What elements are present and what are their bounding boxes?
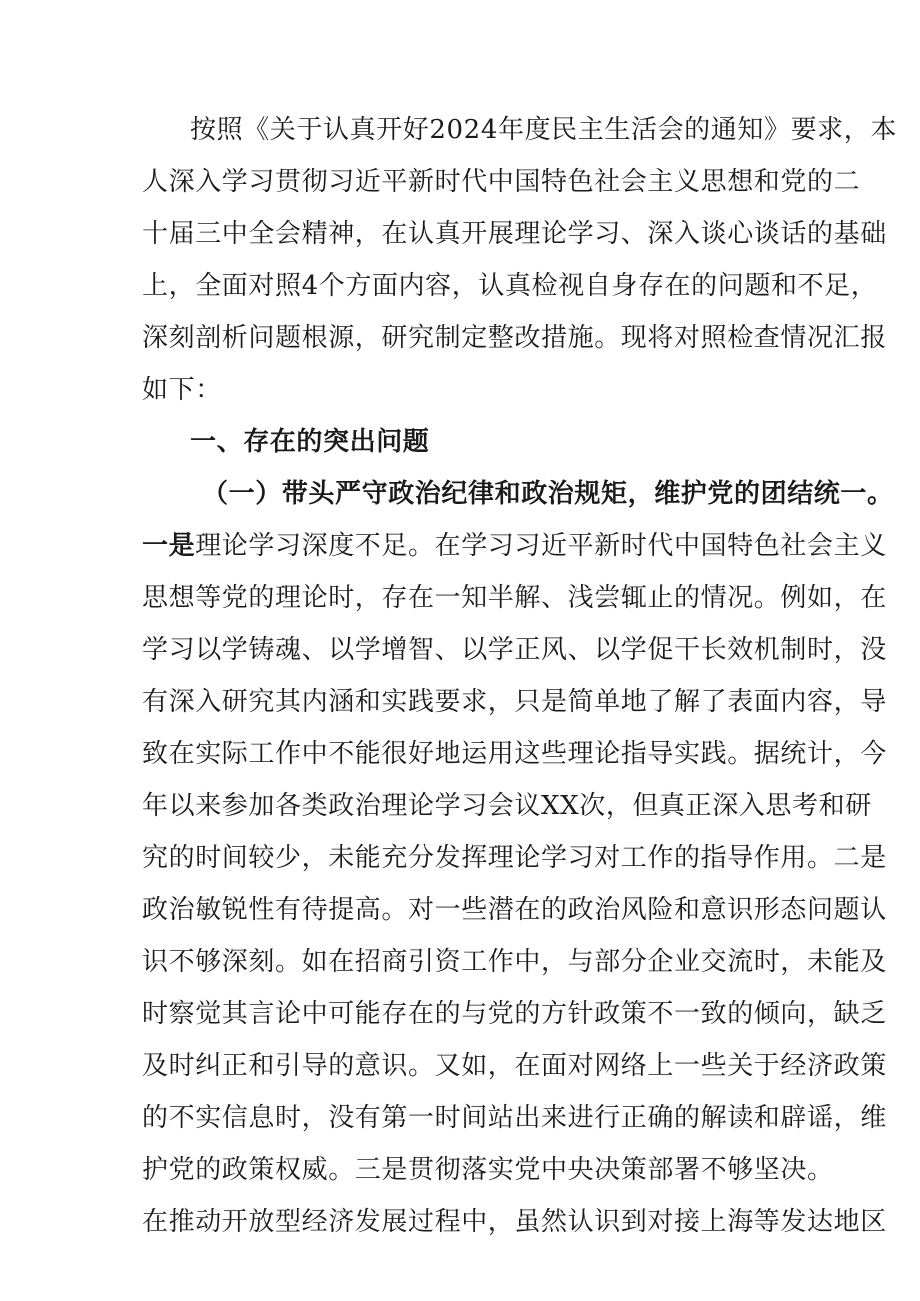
- intro-line-3: 十届三中全会精神，在认真开展理论学习、深入谈心谈话的基础: [142, 219, 887, 249]
- body-line-13: 护党的政策权威。三是贯彻落实党中央决策部署不够坚决。: [142, 1155, 834, 1185]
- body-line-10: 时察觉其言论中可能存在的与党的方针政策不一致的倾向，缺乏: [142, 999, 887, 1029]
- body-line-2: 思想等党的理论时，存在一知半解、浅尝辄止的情况。例如，在: [142, 583, 887, 613]
- body-line-5: 致在实际工作中不能很好地运用这些理论指导实践。据统计，今: [142, 739, 887, 769]
- body-line-1: [142, 530, 887, 562]
- body-line-9: 识不够深刻。如在招商引资工作中，与部分企业交流时，未能及: [142, 947, 887, 977]
- intro-line-6: 如下：: [142, 375, 222, 405]
- body-line-8: 政治敏锐性有待提高。对一些潜在的政治风险和意识形态问题认: [142, 895, 887, 925]
- body-line-1-text: 理论学习深度不足。在学习习近平新时代中国特色社会主义: [195, 531, 887, 561]
- body-line-3: 学习以学铸魂、以学增智、以学正风、以学促干长效机制时，没: [142, 635, 887, 665]
- body-line-7: 究的时间较少，未能充分发挥理论学习对工作的指导作用。二是: [142, 843, 887, 873]
- intro-line-4: 上，全面对照4个方面内容，认真检视自身存在的问题和不足，: [142, 271, 878, 301]
- intro-line-5: 深刻剖析问题根源，研究制定整改措施。现将对照检查情况汇报: [142, 323, 887, 353]
- body-line-6: 年以来参加各类政治理论学习会议XX次，但真正深入思考和研: [142, 791, 872, 821]
- intro-line-2: 人深入学习贯彻习近平新时代中国特色社会主义思想和党的二: [142, 167, 861, 197]
- section-heading: 一、存在的突出问题: [190, 427, 430, 457]
- body-line-12: 的不实信息时，没有第一时间站出来进行正确的解读和辟谣，维: [142, 1103, 887, 1133]
- body-line-14: 在推动开放型经济发展过程中，虽然认识到对接上海等发达地区: [142, 1207, 887, 1237]
- intro-line-1: 按照《关于认真开好2024年度民主生活会的通知》要求，本: [190, 115, 897, 145]
- body-first-prefix: 一是: [142, 531, 196, 561]
- subsection-heading: （一）带头严守政治纪律和政治规矩，维护党的团结统一。: [202, 479, 894, 509]
- body-line-4: 有深入研究其内涵和实践要求，只是简单地了解了表面内容，导: [142, 687, 887, 717]
- body-line-11: 及时纠正和引导的意识。又如，在面对网络上一些关于经济政策: [142, 1051, 887, 1081]
